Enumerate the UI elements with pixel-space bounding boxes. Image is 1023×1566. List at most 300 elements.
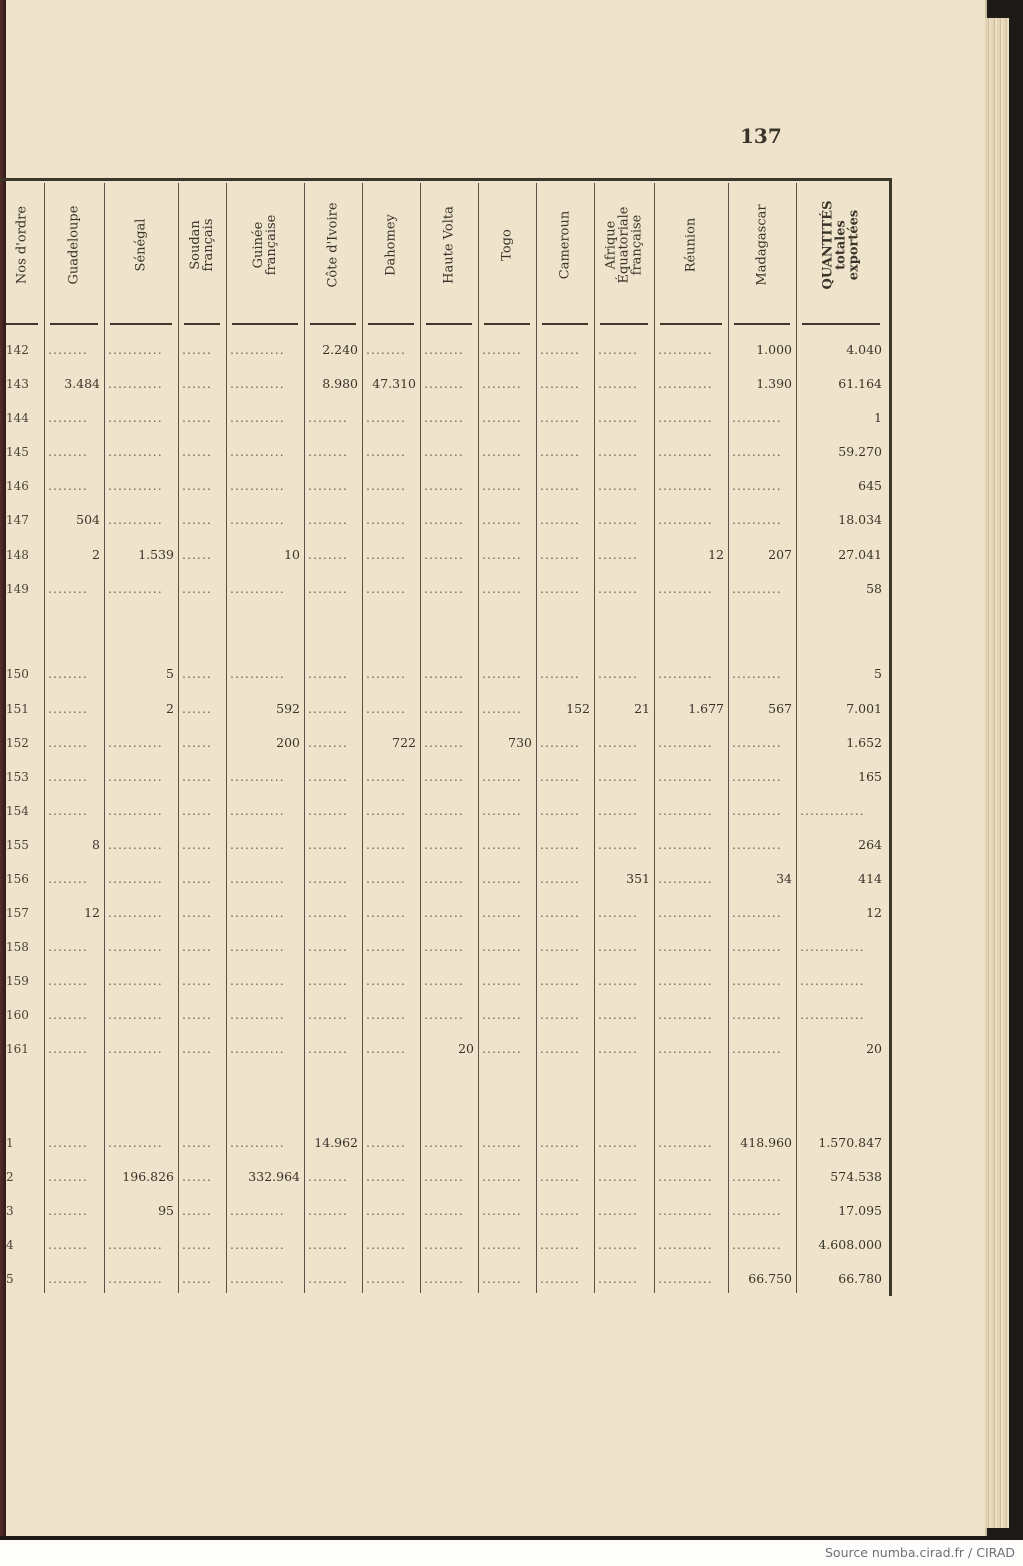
table-cell-leader: ........ xyxy=(366,1203,406,1218)
table-cell-leader: ........... xyxy=(658,803,713,818)
table-cell-leader: ........ xyxy=(540,444,580,459)
table-cell-leader: ........... xyxy=(230,973,285,988)
table-cell-value: 165 xyxy=(858,769,882,784)
table-cell-leader: ........ xyxy=(482,803,522,818)
table-cell-leader: ...... xyxy=(182,905,212,920)
table-cell-leader: ........ xyxy=(540,939,580,954)
source-credit: Source numba.cirad.fr / CIRAD xyxy=(824,1545,1015,1560)
table-cell-leader: ........... xyxy=(230,444,285,459)
table-cell-leader: ........ xyxy=(366,769,406,784)
table-cell-leader: ............. xyxy=(800,803,865,818)
table-cell-leader: .......... xyxy=(732,1169,782,1184)
column-rule xyxy=(104,183,105,1293)
row-order-number: 143 xyxy=(6,377,29,391)
table-cell-leader: ........... xyxy=(658,478,713,493)
column-header-label: Dahomey xyxy=(383,214,399,276)
column-header-label: Guinée française xyxy=(251,214,279,276)
table-cell-leader: ........... xyxy=(658,973,713,988)
table-cell-leader: ........ xyxy=(48,769,88,784)
table-cell-leader: ........ xyxy=(598,1237,638,1252)
table-cell-leader: ........ xyxy=(424,701,464,716)
column-rule xyxy=(362,183,363,1293)
row-order-number: 156 xyxy=(6,872,29,886)
table-cell-leader: ........ xyxy=(540,1041,580,1056)
table-cell-leader: ........ xyxy=(48,666,88,681)
row-order-number: 5 xyxy=(6,1272,14,1286)
table-cell-leader: ........... xyxy=(108,837,163,852)
table-cell-leader: ........ xyxy=(482,1271,522,1286)
table-cell-value: 4.608.000 xyxy=(818,1237,882,1252)
table-cell-leader: ........ xyxy=(482,444,522,459)
table-cell-leader: ........ xyxy=(482,547,522,562)
table-cell-leader: ........ xyxy=(424,444,464,459)
table-cell-leader: ........... xyxy=(108,376,163,391)
table-cell-leader: ........ xyxy=(48,1271,88,1286)
table-cell-value: 351 xyxy=(626,871,650,886)
table-cell-leader: ........ xyxy=(540,973,580,988)
table-cell-leader: ........... xyxy=(108,939,163,954)
column-header-label: Sénégal xyxy=(133,218,149,272)
column-rule xyxy=(178,183,179,1293)
table-cell-leader: ........ xyxy=(424,547,464,562)
table-cell-leader: ........ xyxy=(424,410,464,425)
table-cell-leader: ...... xyxy=(182,837,212,852)
table-cell-leader: ........ xyxy=(424,1135,464,1150)
table-cell-leader: ........ xyxy=(48,1041,88,1056)
table-cell-leader: ........ xyxy=(308,939,348,954)
table-cell-leader: ........ xyxy=(482,581,522,596)
page-edge xyxy=(985,18,1009,1528)
table-cell-leader: ........ xyxy=(366,1007,406,1022)
table-cell-leader: .......... xyxy=(732,410,782,425)
table-cell-leader: ........ xyxy=(540,871,580,886)
table-cell-leader: ........ xyxy=(598,342,638,357)
table-cell-leader: ........... xyxy=(230,666,285,681)
table-cell-leader: ........ xyxy=(308,666,348,681)
table-cell-leader: ...... xyxy=(182,1007,212,1022)
header-underline xyxy=(110,323,172,325)
table-cell-leader: ........ xyxy=(540,376,580,391)
header-underline xyxy=(426,323,472,325)
table-cell-leader: ........ xyxy=(598,1007,638,1022)
table-cell-leader: ........... xyxy=(230,342,285,357)
table-cell-leader: ........... xyxy=(658,444,713,459)
column-rule xyxy=(226,183,227,1293)
table-cell-leader: ........... xyxy=(108,478,163,493)
table-cell-leader: ...... xyxy=(182,769,212,784)
table-cell-leader: ........ xyxy=(48,1135,88,1150)
table-cell-leader: ........ xyxy=(48,342,88,357)
table-cell-leader: ........ xyxy=(308,1271,348,1286)
row-order-number: 150 xyxy=(6,667,29,681)
table-cell-value: 12 xyxy=(866,905,882,920)
row-order-number: 146 xyxy=(6,479,29,493)
table-cell-leader: ........ xyxy=(482,1237,522,1252)
table-cell-value: 2 xyxy=(92,547,100,562)
table-cell-value: 8 xyxy=(92,837,100,852)
table-cell-leader: ........... xyxy=(658,939,713,954)
table-cell-leader: ........ xyxy=(308,769,348,784)
table-cell-leader: ...... xyxy=(182,701,212,716)
table-cell-leader: .......... xyxy=(732,512,782,527)
table-cell-leader: ........ xyxy=(366,939,406,954)
table-cell-leader: ........ xyxy=(48,478,88,493)
table-cell-leader: ........... xyxy=(230,905,285,920)
table-cell-leader: .......... xyxy=(732,803,782,818)
table-cell-value: 1.000 xyxy=(756,342,792,357)
column-header-label: Réunion xyxy=(683,217,699,273)
table-cell-leader: ........ xyxy=(598,1169,638,1184)
table-cell-value: 3.484 xyxy=(64,376,100,391)
table-cell-value: 34 xyxy=(776,871,792,886)
header-underline xyxy=(50,323,98,325)
table-cell-leader: ........ xyxy=(424,376,464,391)
table-cell-leader: ........ xyxy=(48,1007,88,1022)
table-cell-leader: ...... xyxy=(182,376,212,391)
table-cell-leader: ...... xyxy=(182,478,212,493)
table-cell-value: 66.780 xyxy=(838,1271,882,1286)
table-cell-leader: ........ xyxy=(48,581,88,596)
table-cell-leader: ........ xyxy=(308,973,348,988)
table-cell-leader: ...... xyxy=(182,547,212,562)
table-cell-value: 645 xyxy=(858,478,882,493)
table-cell-leader: ...... xyxy=(182,581,212,596)
table-cell-leader: ........ xyxy=(482,701,522,716)
table-cell-leader: ........ xyxy=(308,444,348,459)
table-cell-leader: ........ xyxy=(48,735,88,750)
header-underline xyxy=(368,323,414,325)
table-cell-leader: ........ xyxy=(482,666,522,681)
table-cell-leader: ........ xyxy=(482,1041,522,1056)
row-order-number: 142 xyxy=(6,343,29,357)
table-cell-leader: .......... xyxy=(732,1041,782,1056)
table-cell-leader: ........... xyxy=(108,905,163,920)
table-cell-leader: ........... xyxy=(108,581,163,596)
table-cell-value: 4.040 xyxy=(846,342,882,357)
table-cell-leader: ........ xyxy=(540,1135,580,1150)
table-cell-leader: ........... xyxy=(230,512,285,527)
table-cell-leader: ........ xyxy=(424,478,464,493)
table-cell-leader: ........ xyxy=(366,973,406,988)
table-cell-leader: ........ xyxy=(424,1007,464,1022)
table-cell-leader: ........ xyxy=(540,512,580,527)
table-cell-leader: ........ xyxy=(540,1271,580,1286)
table-cell-value: 264 xyxy=(858,837,882,852)
table-cell-leader: ........... xyxy=(658,1203,713,1218)
table-cell-leader: ........ xyxy=(482,905,522,920)
table-cell-leader: ...... xyxy=(182,666,212,681)
table-cell-leader: ........ xyxy=(540,905,580,920)
table-cell-leader: ........ xyxy=(308,512,348,527)
table-cell-leader: ........... xyxy=(108,512,163,527)
table-cell-leader: ...... xyxy=(182,1135,212,1150)
column-header-label: Togo xyxy=(499,229,515,261)
table-cell-value: 12 xyxy=(84,905,100,920)
column-header-label: Haute Volta xyxy=(441,206,457,284)
table-cell-value: 5 xyxy=(874,666,882,681)
table-cell-leader: ........... xyxy=(108,735,163,750)
table-cell-leader: ........ xyxy=(366,1169,406,1184)
table-cell-leader: ........ xyxy=(540,1237,580,1252)
header-underline xyxy=(542,323,588,325)
table-cell-value: 1.539 xyxy=(138,547,174,562)
row-order-number: 147 xyxy=(6,513,29,527)
table-cell-leader: .......... xyxy=(732,581,782,596)
table-cell-leader: ...... xyxy=(182,444,212,459)
table-cell-leader: ........ xyxy=(48,871,88,886)
table-cell-leader: ........ xyxy=(308,1203,348,1218)
table-cell-value: 47.310 xyxy=(372,376,416,391)
table-cell-leader: ........ xyxy=(366,1135,406,1150)
row-order-number: 157 xyxy=(6,906,29,920)
header-underline xyxy=(734,323,790,325)
table-cell-value: 574.538 xyxy=(830,1169,882,1184)
table-cell-leader: ........ xyxy=(482,871,522,886)
table-cell-leader: .......... xyxy=(732,1237,782,1252)
table-cell-leader: ........... xyxy=(658,837,713,852)
table-cell-leader: ........ xyxy=(308,1169,348,1184)
table-cell-leader: ........ xyxy=(366,547,406,562)
table-cell-leader: ........ xyxy=(308,1007,348,1022)
header-underline xyxy=(232,323,298,325)
table-cell-leader: ........ xyxy=(598,837,638,852)
table-cell-leader: ........... xyxy=(108,1041,163,1056)
table-cell-leader: ........... xyxy=(230,1237,285,1252)
table-cell-leader: ........ xyxy=(598,905,638,920)
table-cell-leader: ........ xyxy=(424,512,464,527)
header-underline xyxy=(660,323,722,325)
table-cell-leader: ........... xyxy=(108,1271,163,1286)
table-cell-value: 21 xyxy=(634,701,650,716)
column-rule xyxy=(594,183,595,1293)
table-cell-leader: ........ xyxy=(366,478,406,493)
table-cell-leader: ........... xyxy=(108,1007,163,1022)
table-cell-leader: ...... xyxy=(182,1203,212,1218)
table-cell-leader: ........ xyxy=(308,1041,348,1056)
table-cell-leader: ........ xyxy=(540,410,580,425)
column-rule xyxy=(654,183,655,1293)
table-cell-leader: .......... xyxy=(732,1007,782,1022)
table-cell-leader: ........ xyxy=(308,1237,348,1252)
table-cell-leader: ........ xyxy=(598,803,638,818)
column-header-label: QUANTITÉS totales exportées xyxy=(820,200,862,290)
table-cell-leader: ...... xyxy=(182,1271,212,1286)
table-cell-leader: ........... xyxy=(230,1271,285,1286)
header-underline xyxy=(484,323,530,325)
table-cell-value: 61.164 xyxy=(838,376,882,391)
table-cell-leader: ........... xyxy=(658,410,713,425)
row-order-number: 160 xyxy=(6,1008,29,1022)
table-cell-leader: ........ xyxy=(482,342,522,357)
row-order-number: 144 xyxy=(6,411,29,425)
table-cell-value: 58 xyxy=(866,581,882,596)
table-cell-leader: ........ xyxy=(366,1271,406,1286)
table-cell-leader: ........... xyxy=(230,1203,285,1218)
table-cell-leader: ........... xyxy=(108,803,163,818)
table-cell-value: 2.240 xyxy=(322,342,358,357)
table-cell-leader: ........ xyxy=(424,1203,464,1218)
table-cell-value: 59.270 xyxy=(838,444,882,459)
column-header-label: Côte d'Ivoire xyxy=(325,202,341,288)
table-cell-leader: ........... xyxy=(658,905,713,920)
table-cell-leader: ........... xyxy=(108,1135,163,1150)
row-order-number: 149 xyxy=(6,582,29,596)
table-cell-value: 17.095 xyxy=(838,1203,882,1218)
table-cell-leader: ........... xyxy=(108,410,163,425)
table-cell-leader: ...... xyxy=(182,803,212,818)
column-header-label: Guadeloupe xyxy=(66,205,82,285)
table-cell-leader: .......... xyxy=(732,1203,782,1218)
row-order-number: 2 xyxy=(6,1170,14,1184)
table-cell-value: 7.001 xyxy=(846,701,882,716)
row-order-number: 152 xyxy=(6,736,29,750)
table-cell-leader: ........... xyxy=(230,376,285,391)
table-cell-leader: ........ xyxy=(598,1135,638,1150)
table-cell-value: 414 xyxy=(858,871,882,886)
table-cell-leader: ........ xyxy=(48,1169,88,1184)
header-underline xyxy=(802,323,880,325)
header-underline xyxy=(184,323,220,325)
table-cell-leader: ........ xyxy=(308,803,348,818)
table-cell-leader: ........ xyxy=(424,581,464,596)
table-cell-leader: ........ xyxy=(366,837,406,852)
table-cell-value: 66.750 xyxy=(748,1271,792,1286)
column-header-label: Nos d'ordre xyxy=(14,205,30,285)
column-header-label: Soudan français xyxy=(188,218,216,272)
table-cell-value: 5 xyxy=(166,666,174,681)
row-order-number: 159 xyxy=(6,974,29,988)
row-order-number: 158 xyxy=(6,940,29,954)
table-cell-leader: ........ xyxy=(366,871,406,886)
table-cell-leader: .......... xyxy=(732,837,782,852)
table-cell-leader: ........... xyxy=(108,769,163,784)
table-cell-value: 1.390 xyxy=(756,376,792,391)
table-cell-value: 14.962 xyxy=(314,1135,358,1150)
table-cell-leader: ........ xyxy=(482,837,522,852)
table-cell-leader: ........ xyxy=(540,478,580,493)
table-cell-leader: ........ xyxy=(540,1203,580,1218)
row-order-number: 4 xyxy=(6,1238,14,1252)
table-cell-leader: ...... xyxy=(182,1237,212,1252)
table-cell-leader: ........ xyxy=(424,666,464,681)
column-rule xyxy=(796,183,797,1293)
table-cell-leader: .......... xyxy=(732,939,782,954)
table-cell-value: 567 xyxy=(768,701,792,716)
table-cell-leader: ........... xyxy=(658,769,713,784)
table-cell-value: 207 xyxy=(768,547,792,562)
table-cell-leader: ........ xyxy=(48,1203,88,1218)
row-order-number: 154 xyxy=(6,804,29,818)
table-cell-leader: ........ xyxy=(48,973,88,988)
table-cell-leader: ........ xyxy=(424,769,464,784)
table-cell-leader: ........ xyxy=(482,939,522,954)
table-cell-leader: ........ xyxy=(540,735,580,750)
table-cell-leader: ........ xyxy=(424,973,464,988)
table-cell-leader: ........ xyxy=(482,1169,522,1184)
table-cell-leader: ............. xyxy=(800,939,865,954)
table-cell-leader: ........... xyxy=(230,803,285,818)
column-rule xyxy=(420,183,421,1293)
table-cell-leader: ........... xyxy=(658,735,713,750)
table-cell-leader: ........ xyxy=(48,803,88,818)
header-underline xyxy=(600,323,648,325)
table-cell-leader: ........ xyxy=(366,905,406,920)
table-cell-value: 1 xyxy=(874,410,882,425)
table-cell-leader: .......... xyxy=(732,478,782,493)
table-cell-leader: ........ xyxy=(424,1271,464,1286)
table-cell-leader: .......... xyxy=(732,666,782,681)
table-cell-leader: ........... xyxy=(658,1169,713,1184)
table-cell-leader: ........ xyxy=(424,342,464,357)
table-cell-leader: ........... xyxy=(108,871,163,886)
row-order-number: 3 xyxy=(6,1204,14,1218)
table-cell-leader: ........ xyxy=(598,581,638,596)
table-cell-leader: ........ xyxy=(540,666,580,681)
column-header-label: Madagascar xyxy=(754,204,770,286)
table-cell-leader: ...... xyxy=(182,735,212,750)
table-cell-leader: ........ xyxy=(598,444,638,459)
table-cell-leader: ........ xyxy=(482,376,522,391)
table-cell-leader: ........ xyxy=(366,666,406,681)
table-cell-leader: ........ xyxy=(598,376,638,391)
table-cell-value: 20 xyxy=(866,1041,882,1056)
table-cell-leader: ........ xyxy=(424,1169,464,1184)
table-cell-leader: ........ xyxy=(424,1237,464,1252)
table-cell-leader: ........ xyxy=(540,1169,580,1184)
row-order-number: 145 xyxy=(6,445,29,459)
row-order-number: 155 xyxy=(6,838,29,852)
table-cell-leader: .......... xyxy=(732,905,782,920)
table-cell-leader: ........... xyxy=(230,410,285,425)
table-cell-leader: ........ xyxy=(366,410,406,425)
table-cell-leader: .......... xyxy=(732,769,782,784)
header-underline xyxy=(310,323,356,325)
table-cell-leader: ........ xyxy=(482,478,522,493)
table-cell-leader: ........ xyxy=(308,581,348,596)
header-underline xyxy=(6,323,38,325)
table-cell-leader: ........ xyxy=(540,837,580,852)
table-cell-leader: ........ xyxy=(366,342,406,357)
table-cell-leader: ........ xyxy=(482,1203,522,1218)
table-cell-leader: ........ xyxy=(366,701,406,716)
table-cell-leader: ........ xyxy=(540,803,580,818)
table-cell-leader: ........ xyxy=(540,547,580,562)
table-cell-leader: ............. xyxy=(800,973,865,988)
table-cell-leader: ...... xyxy=(182,939,212,954)
table-cell-leader: ...... xyxy=(182,512,212,527)
table-cell-value: 8.980 xyxy=(322,376,358,391)
table-cell-value: 1.570.847 xyxy=(818,1135,882,1150)
table-cell-leader: ........ xyxy=(598,547,638,562)
table-cell-leader: ........... xyxy=(230,581,285,596)
table-cell-leader: .......... xyxy=(732,444,782,459)
table-cell-leader: ........ xyxy=(598,478,638,493)
table-cell-leader: ........ xyxy=(366,512,406,527)
column-header-label: Afrique Équatoriale française xyxy=(603,206,645,284)
table-cell-leader: ........... xyxy=(658,1041,713,1056)
table-cell-value: 418.960 xyxy=(740,1135,792,1150)
table-cell-leader: .......... xyxy=(732,735,782,750)
column-rule xyxy=(536,183,537,1293)
table-cell-value: 27.041 xyxy=(838,547,882,562)
table-cell-leader: ........ xyxy=(598,666,638,681)
table-cell-leader: ........ xyxy=(540,581,580,596)
table-cell-value: 2 xyxy=(166,701,174,716)
table-cell-leader: ........... xyxy=(108,973,163,988)
table-cell-leader: ........... xyxy=(230,478,285,493)
table-cell-leader: ........ xyxy=(424,837,464,852)
page-number: 137 xyxy=(740,124,782,148)
